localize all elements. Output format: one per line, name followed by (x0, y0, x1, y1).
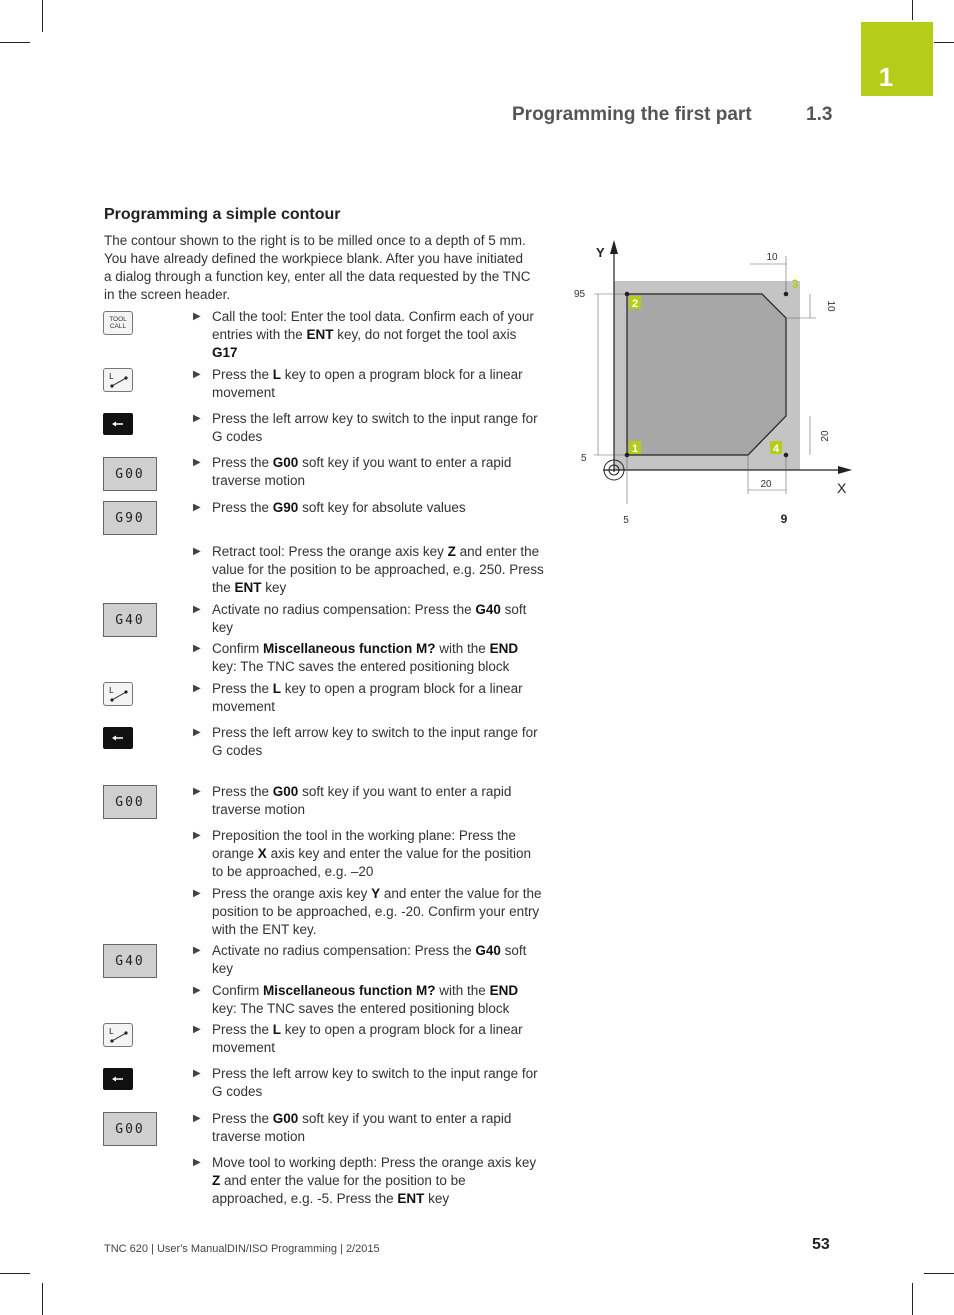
point-marker: 1 (631, 443, 639, 455)
step-key-term: ENT (306, 327, 334, 342)
bullet-arrow-icon: ▶ (193, 413, 201, 424)
step-text-part: Press the orange axis key (212, 886, 372, 901)
crop-mark (924, 1273, 954, 1274)
step-text-part: key, do not forget the tool axis (333, 327, 517, 342)
step-text-part: Press the left arrow key to switch to the input range for G codes (212, 725, 538, 758)
crop-mark (912, 0, 913, 20)
dim-label: 20 (760, 479, 772, 490)
step-text-part: Confirm (212, 983, 264, 998)
bullet-arrow-icon: ▶ (193, 369, 201, 380)
point-marker: 4 (772, 443, 780, 455)
step-key-term: G00 (272, 1111, 299, 1126)
bullet-arrow-icon: ▶ (193, 945, 201, 956)
step-text (212, 454, 544, 490)
step-text-part: Press the (212, 1022, 273, 1037)
bullet-arrow-icon: ▶ (193, 1068, 201, 1079)
step-text (212, 410, 544, 446)
bullet-arrow-icon: ▶ (193, 888, 201, 899)
l-key-icon (103, 368, 133, 392)
bullet-arrow-icon: ▶ (193, 1024, 201, 1035)
dim-label: 10 (766, 252, 778, 263)
step-text (212, 982, 544, 1018)
step-key-term: G40 (475, 943, 501, 958)
step-key-term: G00 (272, 455, 299, 470)
step-text-part: key to open a program block for a linear movement (212, 681, 523, 714)
bullet-arrow-icon: ▶ (193, 643, 201, 654)
step-text (212, 942, 544, 978)
g00-soft-key: G00 (103, 1112, 157, 1146)
step-key-term: X (257, 846, 267, 861)
step-key-term: G40 (475, 602, 501, 617)
contour-figure (560, 236, 860, 536)
bullet-arrow-icon: ▶ (193, 786, 201, 797)
bullet-arrow-icon: ▶ (193, 1113, 201, 1124)
point-marker: 3 (791, 277, 799, 291)
dim-label: 20 (820, 430, 831, 442)
step-key-term: Miscellaneous function M? (263, 983, 436, 998)
step-key-term: ENT (397, 1191, 425, 1206)
step-text-part: Press the (212, 455, 273, 470)
step-text-part: with the (435, 641, 490, 656)
step-text-part: key to open a program block for a linear movement (212, 1022, 523, 1055)
step-text-part: key (424, 1191, 450, 1206)
dim-label: 5 (623, 515, 629, 526)
tool-call-key-line1: TOOL (109, 316, 127, 323)
bullet-arrow-icon: ▶ (193, 985, 201, 996)
bullet-arrow-icon: ▶ (193, 683, 201, 694)
x-axis-arrow (838, 466, 852, 474)
step-text (212, 827, 544, 881)
step-key-term: END (489, 641, 519, 656)
svg-text:L: L (109, 686, 114, 695)
g00-soft-key: G00 (103, 457, 157, 491)
tool-call-key (103, 311, 133, 335)
step-text-part: key: The TNC saves the entered positioning block (212, 659, 510, 674)
bullet-arrow-icon: ▶ (193, 830, 201, 841)
l-key-icon (103, 1023, 133, 1047)
step-text (212, 680, 544, 716)
svg-text:L: L (109, 372, 114, 381)
step-text-part: soft key if you want to enter a rapid traverse motion (212, 784, 512, 817)
step-text-part: Activate no radius compensation: Press the (212, 943, 476, 958)
l-key-icon (103, 682, 133, 706)
step-text-part: soft key for absolute values (298, 500, 466, 515)
step-text-part: Confirm (212, 641, 264, 656)
x-axis-label: X (837, 480, 847, 496)
section-title: Programming a simple contour (104, 206, 341, 223)
step-text-part: key to open a program block for a linear movement (212, 367, 523, 400)
step-text-part: Move tool to working depth: Press the orange axis key (212, 1155, 537, 1170)
dim-label: 5 (581, 453, 587, 464)
step-text-part: Preposition the tool in the working plane: Press the orange (212, 828, 516, 861)
step-text-part: Press the (212, 784, 273, 799)
step-text-part: key (261, 580, 287, 595)
step-key-term: L (272, 681, 282, 696)
bullet-arrow-icon: ▶ (193, 311, 201, 322)
chapter-number: 1 (878, 62, 894, 92)
step-text-part: Retract tool: Press the orange axis key (212, 544, 448, 559)
tool-call-key-line2: CALL (109, 323, 127, 330)
point-marker: 2 (631, 298, 639, 310)
step-text-part: Press the left arrow key to switch to the input range for G codes (212, 1066, 538, 1099)
bullet-arrow-icon: ▶ (193, 502, 201, 513)
step-key-term: G00 (272, 784, 299, 799)
crop-mark (0, 1273, 30, 1274)
step-text-part: and enter the value for the position to be approached, e.g. 250. Press the (212, 544, 544, 595)
y-axis-label: Y (596, 245, 605, 260)
step-text-part: Press the (212, 681, 273, 696)
step-key-term: L (272, 1022, 282, 1037)
g40-soft-key: G40 (103, 944, 157, 978)
left-arrow-key-icon (103, 727, 133, 749)
step-text (212, 885, 544, 939)
dim-label: 95 (574, 289, 586, 300)
step-key-term: Z (212, 1173, 221, 1188)
step-text (212, 1110, 544, 1146)
step-text-part: Press the (212, 1111, 273, 1126)
step-text-part: axis key and enter the value for the position to be approached, e.g. –20 (212, 846, 531, 879)
step-text-part: Press the left arrow key to switch to the input range for G codes (212, 411, 538, 444)
step-text (212, 640, 544, 676)
step-text (212, 499, 544, 517)
step-text (212, 1021, 544, 1057)
step-key-term: END (489, 983, 519, 998)
step-key-term: Y (371, 886, 381, 901)
step-key-term: ENT (234, 580, 262, 595)
step-text (212, 1065, 544, 1101)
step-text-part: and enter the value for the position to be approached, e.g. -20. Confirm your entry with the ENT key. (212, 886, 542, 937)
step-text-part: soft key if you want to enter a rapid traverse motion (212, 455, 512, 488)
bullet-arrow-icon: ▶ (193, 1157, 201, 1168)
figure-tag: 9 (780, 512, 788, 526)
y-axis-arrow (610, 240, 618, 254)
crop-mark (912, 1283, 913, 1315)
step-key-term: G90 (272, 500, 299, 515)
chapter-tab (861, 22, 933, 96)
step-text-part: Activate no radius compensation: Press the (212, 602, 476, 617)
bullet-arrow-icon: ▶ (193, 457, 201, 468)
crop-mark (0, 42, 30, 43)
step-key-term: G17 (212, 345, 238, 360)
page-footer: TNC 620 | User's ManualDIN/ISO Programming | 2/2015 (104, 1243, 380, 1255)
step-text-part: and enter the value for the position to be approached, e.g. -5. Press the (212, 1173, 466, 1206)
step-text-part: Press the (212, 500, 273, 515)
page-number: 53 (812, 1236, 830, 1253)
step-text (212, 1154, 544, 1208)
step-text (212, 601, 544, 637)
running-header-title: Programming the first part (512, 104, 752, 125)
step-text-part: with the (435, 983, 490, 998)
step-text-part: key: The TNC saves the entered positioning block (212, 1001, 510, 1016)
intro-paragraph: The contour shown to the right is to be milled once to a depth of 5 mm. You have already defined the workpiece blank. After you have initiated a dialog through a function key, enter all the data requested by the TNC in the screen header. (104, 233, 531, 302)
svg-text:L: L (109, 1027, 114, 1036)
crop-mark (42, 1283, 43, 1315)
step-key-term: L (272, 367, 282, 382)
crop-mark (42, 0, 43, 32)
dim-label: 10 (825, 300, 836, 312)
step-key-term: Z (447, 544, 456, 559)
step-text (212, 783, 544, 819)
contour-shape (627, 294, 786, 455)
crop-mark (934, 42, 954, 43)
step-text (212, 308, 544, 362)
step-key-term: Miscellaneous function M? (263, 641, 436, 656)
step-text-part: soft key (212, 943, 527, 976)
step-text (212, 724, 544, 760)
left-arrow-key-icon (103, 1068, 133, 1090)
step-text (212, 543, 544, 597)
step-text-part: soft key (212, 602, 527, 635)
bullet-arrow-icon: ▶ (193, 546, 201, 557)
g90-soft-key: G90 (103, 501, 157, 535)
bullet-arrow-icon: ▶ (193, 604, 201, 615)
running-header-section: 1.3 (806, 104, 833, 125)
step-text (212, 366, 544, 402)
step-text-part: Call the tool: Enter the tool data. Confirm each of your entries with the (212, 309, 534, 342)
g00-soft-key: G00 (103, 785, 157, 819)
step-text-part: Press the (212, 367, 273, 382)
bullet-arrow-icon: ▶ (193, 727, 201, 738)
g40-soft-key: G40 (103, 603, 157, 637)
left-arrow-key-icon (103, 413, 133, 435)
step-text-part: soft key if you want to enter a rapid traverse motion (212, 1111, 512, 1144)
